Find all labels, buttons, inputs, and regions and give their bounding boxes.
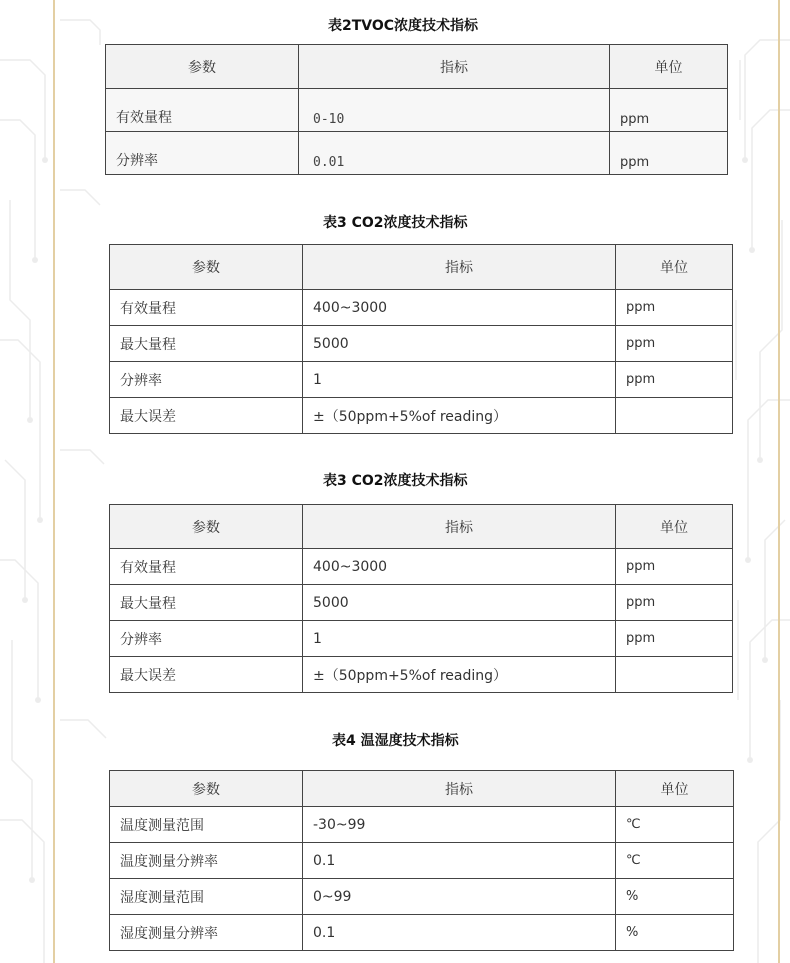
cell-spec: 0.01 — [299, 132, 610, 175]
table-title-tvoc: 表2TVOC浓度技术指标 — [328, 18, 479, 34]
cell-param: 分辨率 — [106, 132, 299, 175]
cell-param: 分辨率 — [110, 362, 303, 398]
cell-spec: 0~99 — [303, 879, 616, 915]
cell-param: 最大量程 — [110, 326, 303, 362]
table-row — [110, 879, 734, 915]
cell-param: 最大误差 — [110, 657, 303, 693]
table-row — [110, 290, 733, 326]
table-title-co2: 表3 CO2浓度技术指标 — [323, 215, 468, 231]
cell-spec: 0.1 — [303, 915, 616, 951]
table-row — [110, 843, 734, 879]
header-spec: 指标 — [303, 245, 616, 290]
table-row — [110, 398, 733, 434]
table-row — [110, 585, 733, 621]
cell-spec: ±（50ppm+5%of reading） — [303, 398, 616, 434]
cell-unit: ppm — [610, 132, 728, 175]
cell-spec: 0.1 — [303, 843, 616, 879]
table-title-temp-humidity: 表4 温湿度技术指标 — [332, 733, 459, 749]
cell-param: 有效量程 — [110, 290, 303, 326]
header-param: 参数 — [110, 771, 303, 807]
cell-unit — [616, 657, 733, 693]
table-row — [110, 362, 733, 398]
table-row — [110, 915, 734, 951]
table-row — [110, 621, 733, 657]
cell-spec: 5000 — [303, 585, 616, 621]
table-row — [110, 326, 733, 362]
header-spec: 指标 — [303, 771, 616, 807]
cell-spec: -30~99 — [303, 807, 616, 843]
cell-param: 温度测量分辨率 — [110, 843, 303, 879]
cell-spec: 1 — [303, 362, 616, 398]
cell-spec: 5000 — [303, 326, 616, 362]
header-spec: 指标 — [299, 45, 610, 89]
cell-unit — [616, 398, 733, 434]
cell-unit: ppm — [616, 362, 733, 398]
header-param: 参数 — [106, 45, 299, 89]
cell-spec: 0-10 — [299, 89, 610, 132]
table-row — [110, 657, 733, 693]
cell-param: 温度测量范围 — [110, 807, 303, 843]
cell-unit: ℃ — [616, 807, 734, 843]
cell-param: 分辨率 — [110, 621, 303, 657]
cell-unit: ℃ — [616, 843, 734, 879]
cell-unit: ppm — [616, 326, 733, 362]
cell-spec: 400~3000 — [303, 290, 616, 326]
tvoc-spec-table — [105, 44, 728, 175]
cell-param: 有效量程 — [110, 549, 303, 585]
cell-unit: ppm — [616, 585, 733, 621]
table-title-co2-duplicate: 表3 CO2浓度技术指标 — [323, 473, 468, 489]
cell-unit: ppm — [610, 89, 728, 132]
header-param: 参数 — [110, 245, 303, 290]
header-param: 参数 — [110, 505, 303, 549]
cell-spec: 400~3000 — [303, 549, 616, 585]
table-row — [106, 132, 728, 175]
cell-unit: ppm — [616, 290, 733, 326]
cell-param: 湿度测量范围 — [110, 879, 303, 915]
cell-param: 最大量程 — [110, 585, 303, 621]
cell-param: 有效量程 — [106, 89, 299, 132]
header-unit: 单位 — [616, 771, 734, 807]
table-row — [110, 549, 733, 585]
co2-spec-table — [109, 244, 733, 434]
table-row — [110, 807, 734, 843]
cell-unit: ppm — [616, 621, 733, 657]
cell-unit: ppm — [616, 549, 733, 585]
cell-param: 最大误差 — [110, 398, 303, 434]
temp-humidity-spec-table — [109, 770, 734, 951]
cell-spec: 1 — [303, 621, 616, 657]
cell-spec: ±（50ppm+5%of reading） — [303, 657, 616, 693]
co2-spec-table-duplicate — [109, 504, 733, 693]
cell-unit: % — [616, 915, 734, 951]
header-spec: 指标 — [303, 505, 616, 549]
header-unit: 单位 — [616, 505, 733, 549]
header-unit: 单位 — [616, 245, 733, 290]
cell-unit: % — [616, 879, 734, 915]
header-unit: 单位 — [610, 45, 728, 89]
cell-param: 湿度测量分辨率 — [110, 915, 303, 951]
table-row — [106, 89, 728, 132]
